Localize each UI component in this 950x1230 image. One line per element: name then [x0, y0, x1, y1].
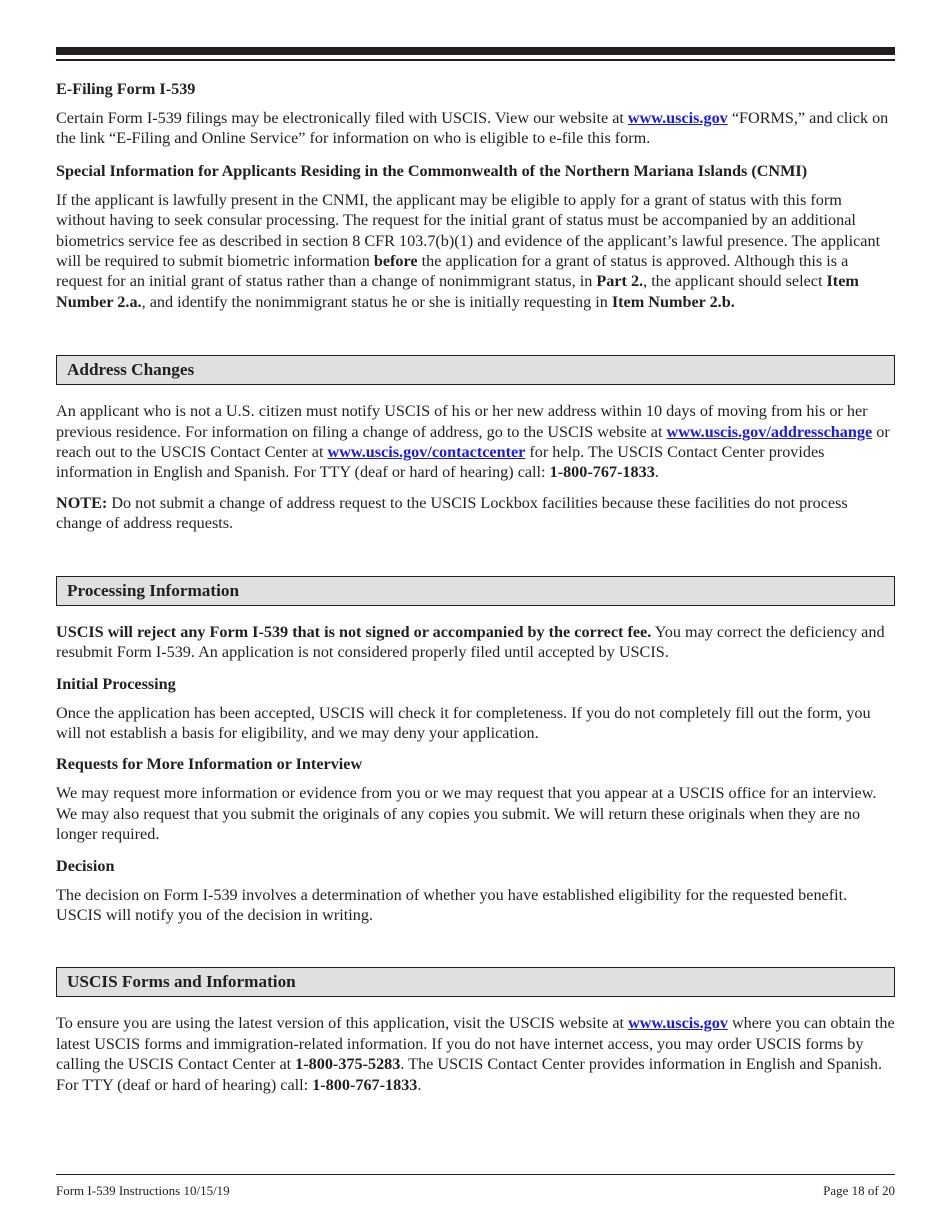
section-header-uscis-forms: USCIS Forms and Information	[56, 967, 895, 997]
address-change-link[interactable]: www.uscis.gov/addresschange	[666, 422, 873, 441]
footer-page-number: Page 18 of 20	[823, 1183, 895, 1198]
footer-rule	[56, 1174, 895, 1175]
efiling-heading: E-Filing Form I-539	[56, 80, 196, 98]
address-paragraph: An applicant who is not a U.S. citizen must notify USCIS of his or her new address within 10 days of moving from his or her previous residence. For information on filing a change of address, go to the USCIS website at www.uscis.gov/addresschange or reach out to the USCIS Contact Center at www.uscis.gov/contactcenter for help. The USCIS Contact Center provides information in English and Spanish. For TTY (deaf or hard of hearing) call: 1-800-767-1833.	[56, 402, 890, 482]
address-note: NOTE: Do not submit a change of address request to the USCIS Lockbox facilities because these facilities do not process change of address requests.	[56, 493, 848, 533]
footer-form-info: Form I-539 Instructions 10/15/19	[56, 1183, 230, 1198]
header-rule-thin	[56, 59, 895, 61]
header-rule-thick	[56, 47, 895, 55]
efiling-paragraph: Certain Form I-539 filings may be electronically filed with USCIS. View our website at www.uscis.gov “FORMS,” and click on the link “E-Filing and Online Service” for information on who is eligible to e-file this form.	[56, 109, 889, 148]
cnmi-paragraph: If the applicant is lawfully present in the CNMI, the applicant may be eligible to apply for a grant of status with this form without having to seek consular processing. The request for the initial grant of status must be accompanied by an additional biometrics service fee as described in section 8 CFR 103.7(b)(1) and evidence of the applicant’s lawful presence. The applicant will be required to submit biometric information before the application for a grant of status is approved. Although this is a request for an initial grant of status rather than a change of nonimmigrant status, in Part 2., the applicant should select Item Number 2.a., and identify the nonimmigrant status he or she is initially requesting in Item Number 2.b.	[56, 190, 881, 311]
uscis-website-link[interactable]: www.uscis.gov	[627, 109, 728, 127]
cnmi-heading: Special Information for Applicants Residing in the Commonwealth of the Northern Mariana Islands (CNMI)	[56, 161, 808, 180]
uscis-forms-link[interactable]: www.uscis.gov	[628, 1014, 728, 1033]
decision-paragraph: The decision on Form I-539 involves a determination of whether you have established eligibility for the requested benefit. USCIS will notify you of the decision in writing.	[56, 885, 848, 924]
contact-center-link[interactable]: www.uscis.gov/contactcenter	[327, 443, 526, 462]
page-content	[56, 78, 895, 1095]
section-header-processing-information: Processing Information	[56, 576, 895, 606]
requests-paragraph: We may request more information or evidence from you or we may request that you appear at a USCIS office for an interview. We may also request that you submit the originals of any copies you submit. We will return these originals when they are no longer required.	[56, 784, 877, 844]
requests-heading: Requests for More Information or Interview	[56, 755, 363, 774]
forms-paragraph: To ensure you are using the latest version of this application, visit the USCIS website at www.uscis.gov where you can obtain the latest USCIS forms and immigration-related information. If you do not have internet access, you may order USCIS forms by calling the USCIS Contact Center at 1-800-375-5283. The USCIS Contact Center provides information in English and Spanish. For TTY (deaf or hard of hearing) call: 1-800-767-1833.	[56, 1014, 895, 1094]
decision-heading: Decision	[56, 856, 115, 875]
section-header-address-changes: Address Changes	[56, 355, 895, 385]
processing-reject-paragraph: USCIS will reject any Form I-539 that is not signed or accompanied by the correct fee. You may correct the deficiency and resubmit Form I-539. An application is not considered properly filed until accepted by USCIS.	[56, 622, 885, 662]
initial-processing-paragraph: Once the application has been accepted, USCIS will check it for completeness. If you do not completely fill out the form, you will not establish a basis for eligibility, and we may deny your application.	[56, 703, 871, 742]
initial-processing-heading: Initial Processing	[56, 674, 176, 693]
